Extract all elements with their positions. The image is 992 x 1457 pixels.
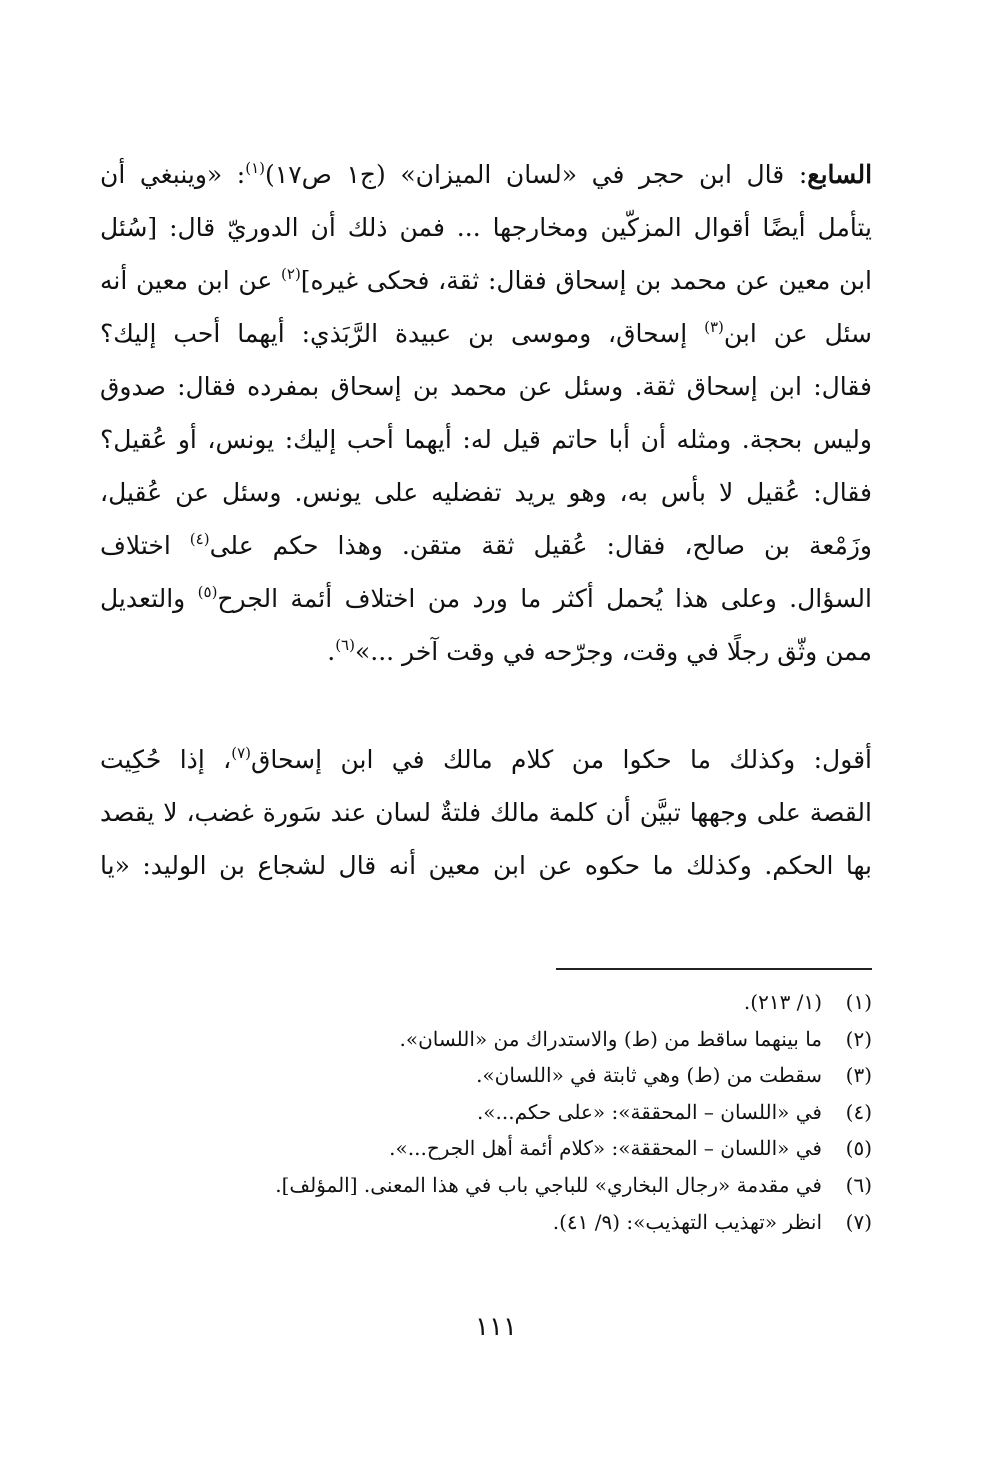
footnote-text: في «اللسان – المحققة»: «كلام أئمة أهل الجرح...». (389, 1136, 822, 1161)
footnotes (100, 984, 872, 1240)
footnote-number: (٧) (845, 1209, 872, 1234)
paragraph-line: ابن معين عن محمد بن إسحاق فقال: ثقة، فحكى غيره]$^{(٢)}$ عن ابن معين أنه (100, 265, 872, 295)
paragraph-line: وليس بحجة. ومثله أن أبا حاتم قيل له: أيهما أحب إليك: يونس، أو عُقيل؟ (100, 425, 872, 454)
paragraph-line: السابع: قال ابن حجر في «لسان الميزان» (ج١ ص١٧)$^{(١)}$: «وينبغي أن (100, 159, 872, 189)
footnote-ref[interactable]: (٥) (197, 583, 218, 601)
footnote-number: (٢) (845, 1026, 872, 1051)
footnote-number: (٣) (845, 1063, 872, 1088)
paragraph-line: بها الحكم. وكذلك ما حكوه عن ابن معين أنه قال لشجاع بن الوليد: «يا (100, 851, 872, 880)
footnote-ref[interactable]: (٣) (704, 318, 724, 336)
paragraph-line: أقول: وكذلك ما حكوا من كلام مالك في ابن إسحاق$^{(٧)}$، إذا حُكِيت (100, 744, 872, 774)
lead-word: السابع (807, 160, 872, 189)
paragraph-line: ممن وثّق رجلًا في وقت، وجرّحه في وقت آخر ...»$^{(٦)}$. (327, 636, 872, 666)
footnote-text: (١/ ٢١٣). (743, 990, 822, 1014)
footnote-number: (٦) (845, 1172, 872, 1197)
footnote-ref[interactable]: (٢) (281, 265, 301, 283)
footnote-item (100, 1094, 872, 1131)
footnote-divider (556, 968, 872, 970)
paragraph-line: القصة على وجهها تبيَّن أن كلمة مالك فلتةٌ لسان عند سَورة غضب، لا يقصد (100, 798, 872, 827)
footnote-text: ما بينهما ساقط من (ط) والاستدراك من «اللسان». (399, 1026, 822, 1051)
footnote-number: (١) (845, 990, 872, 1014)
footnote-item (100, 1057, 872, 1094)
footnote-text: انظر «تهذيب التهذيب»: (٩/ ٤١). (552, 1209, 822, 1234)
footnote-ref[interactable]: (٦) (335, 636, 355, 654)
footnote-number: (٤) (845, 1099, 872, 1124)
paragraph-2 (100, 733, 872, 892)
footnote-text: سقطت من (ط) وهي ثابتة في «اللسان». (476, 1063, 822, 1088)
page-number: ١١١ (475, 1312, 517, 1342)
footnote-ref[interactable]: (٧) (231, 744, 252, 762)
footnote-ref[interactable]: (٤) (189, 530, 210, 548)
footnote-item (100, 984, 872, 1021)
footnote-item (100, 1021, 872, 1058)
paragraph-line: سئل عن ابن$^{(٣)}$ إسحاق، وموسى بن عبيدة الرَّبَذي: أيهما أحب إليك؟ (100, 318, 872, 348)
footnote-item (100, 1130, 872, 1167)
paragraph-line: يتأمل أيضًا أقوال المزكّين ومخارجها ... فمن ذلك أن الدوريّ قال: [سُئل (100, 213, 872, 242)
footnote-text: في مقدمة «رجال البخاري» للباجي باب في هذا المعنى. [المؤلف]. (275, 1172, 822, 1197)
footnote-number: (٥) (845, 1136, 872, 1161)
paragraph-1 (100, 148, 872, 678)
paragraph-line: السؤال. وعلى هذا يُحمل أكثر ما ورد من اختلاف أئمة الجرح$^{(٥)}$ والتعديل (100, 583, 872, 613)
footnote-text: في «اللسان – المحققة»: «على حكم...». (476, 1099, 822, 1124)
footnote-item (100, 1167, 872, 1204)
paragraph-line: فقال: عُقيل لا بأس به، وهو يريد تفضليه على يونس. وسئل عن عُقيل، (100, 478, 872, 507)
footnote-ref[interactable]: (١) (245, 159, 265, 177)
footnote-item (100, 1204, 872, 1241)
paragraph-line: وزَمْعة بن صالح، فقال: عُقيل ثقة متقن. وهذا حكم على$^{(٤)}$ اختلاف (100, 530, 872, 560)
paragraph-line: فقال: ابن إسحاق ثقة. وسئل عن محمد بن إسحاق بمفرده فقال: صدوق (100, 372, 872, 401)
